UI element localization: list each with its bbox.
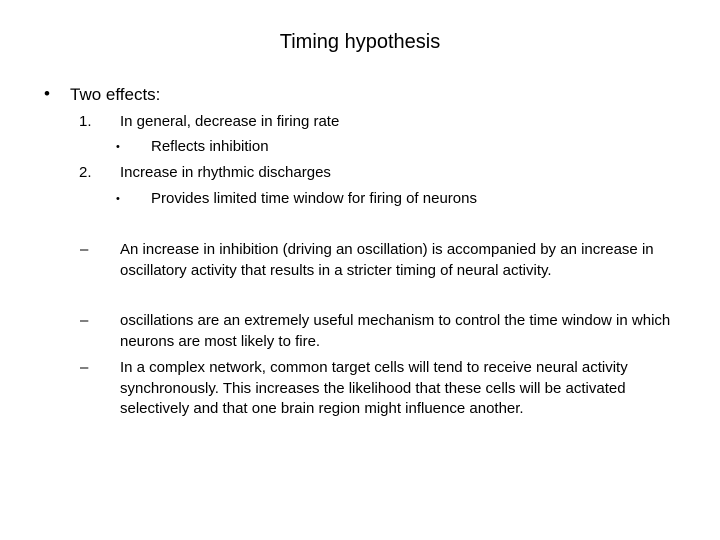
main-bullet-text: Two effects: <box>70 85 161 104</box>
effect-1-sub-marker: • <box>116 141 120 153</box>
effect-1-sub-text: Reflects inhibition <box>151 138 269 155</box>
main-bullet-marker: • <box>44 84 50 103</box>
point-1-text: An increase in inhibition (driving an oscillation) is accompanied by an increase in oscillatory activity that results in a stricter timing of neural activity. <box>120 241 654 279</box>
point-3-text: In a complex network, common target cells will tend to receive neural activity synchronously. This increases the likelihood that these cells will be activated selectively and that one brain region might influence another. <box>120 359 628 417</box>
effect-2-sub-text: Provides limited time window for firing of neurons <box>151 190 477 207</box>
effect-2-sub-marker: • <box>116 193 120 205</box>
point-3-marker: – <box>80 359 89 376</box>
point-2-marker: – <box>80 312 89 329</box>
point-1-marker: – <box>80 241 89 258</box>
slide-title: Timing hypothesis <box>279 31 441 53</box>
effect-2-text: Increase in rhythmic discharges <box>120 164 331 181</box>
effect-1-text: In general, decrease in firing rate <box>120 113 340 130</box>
effect-2-number: 2. <box>79 164 92 181</box>
effect-1-number: 1. <box>79 113 92 130</box>
point-2-text: oscillations are an extremely useful mechanism to control the time window in which neurons are most likely to fire. <box>120 312 671 350</box>
